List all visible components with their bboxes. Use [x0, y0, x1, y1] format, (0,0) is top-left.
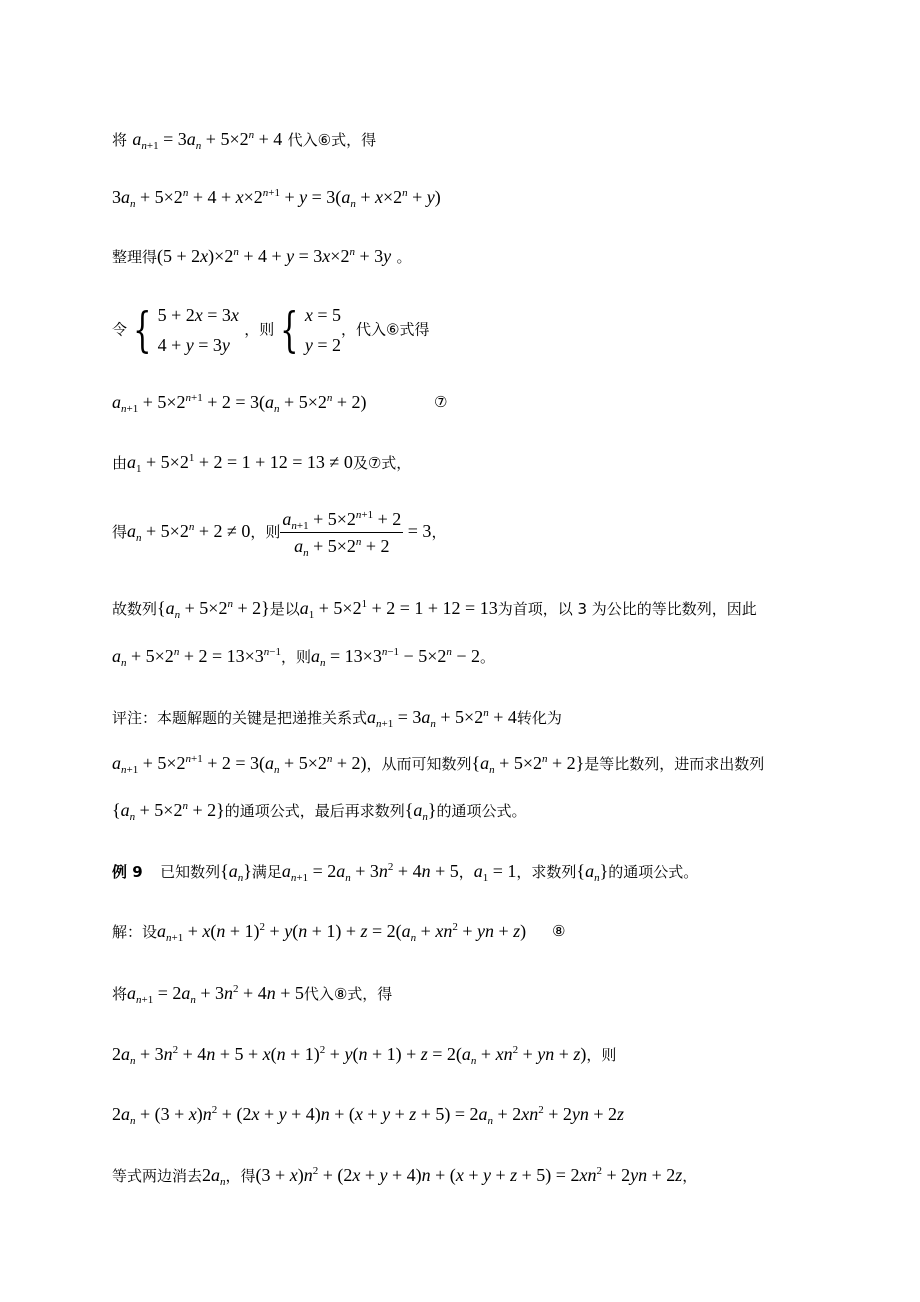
line-text: ，则 [281, 648, 312, 666]
line-text: ，得 [225, 1167, 256, 1185]
line-text: ，从而可知数列 [366, 755, 472, 773]
formula: $a_{n+1} + 5\times 2^{n+1} + 2 = 3(a_n + 5\times 2^n + 2)$ [112, 753, 367, 776]
line-text: 的通项公式。 [608, 863, 699, 881]
line-text: 将 [112, 985, 128, 1003]
line-text: 将 [112, 131, 128, 149]
line-text: ， [458, 863, 474, 881]
line-text: 是等比数列，进而求出数列 [584, 755, 765, 773]
line-text: 代入⑥式，得 [287, 131, 377, 149]
line-text: 。 [480, 648, 496, 666]
text-line-4 [112, 300, 429, 360]
formula: $\{a_n\}$ [576, 861, 609, 884]
line-text: ， [431, 523, 447, 541]
line-text: 整理得 [112, 248, 158, 266]
text-line-15 [112, 982, 392, 1005]
line-text: 解：设 [112, 923, 158, 941]
line-text: 满足 [251, 863, 282, 881]
formula: $a_{n+1} = 2a_n + 3n^2 + 4n + 5$ [281, 861, 459, 884]
formula: $2a_n$ [202, 1165, 226, 1188]
line-text: ，则 [250, 523, 281, 541]
line-text: 等式两边消去 [112, 1167, 203, 1185]
formula: $\{a_n\}$ [220, 861, 252, 884]
text-line-14 [112, 920, 526, 943]
line-text: 评注：本题解题的关键是把递推关系式 [112, 709, 368, 727]
formula: $(3 + x)n^2 + (2x + y + 4)n + (x + y + z + 5) = 2xn^2 + 2yn + 2z$ [255, 1165, 683, 1185]
formula: $\{a_n + 5\times 2^n + 2\}$ [157, 598, 270, 621]
line-text: 代入⑧式，得 [303, 985, 393, 1003]
line-text: ，则 [586, 1046, 617, 1064]
text-line-1 [112, 128, 376, 151]
line-text: 转化为 [516, 709, 562, 727]
text-line-13 [112, 860, 698, 883]
formula: $\{a_n + 5\times 2^n + 2\}$ [112, 800, 225, 823]
text-line-11 [112, 752, 764, 775]
text-line-10 [112, 706, 562, 729]
fraction: $\frac{a_{n+1} + 5\times 2^{n+1} + 2}{a_n + 5\times 2^n + 2}$ [282, 509, 402, 559]
equation-system: { 5 + 2x = 3x 4 + y = 3y [133, 302, 239, 358]
formula: $3a_n + 5\times 2^n + 4 + x\times 2^{n+1} + y = 3(a_n + x\times 2^n + y)$ [112, 187, 441, 210]
formula: $a_n + 5\times 2^n + 2 = 13\times 3^{n-1}$ [112, 646, 281, 669]
line-text: ，代入⑥式得 [341, 320, 430, 339]
equation-marker-8: ⑧ [552, 922, 566, 940]
text-line-9 [112, 645, 495, 668]
formula: $2a_n + 3n^2 + 4n + 5 + x(n + 1)^2 + y(n + 1) + z = 2(a_n + xn^2$ + yn + z) [112, 1044, 587, 1067]
text-line-12 [112, 799, 527, 822]
formula: $a_{n+1} = 3a_n + 5\times 2^n + 4$ [132, 129, 283, 152]
formula: $a_n + 5\times 2^n + 2 \ne 0$ [127, 521, 251, 544]
line-text: 已知数列 [160, 863, 221, 881]
line-text: ，则 [244, 320, 275, 339]
line-text: ， [682, 1167, 698, 1185]
formula: $a_{n+1} + x(n + 1)^2 + y(n + 1) + z = 2(a_n + xn^2$ + yn + z) [157, 921, 527, 944]
text-line-16 [112, 1043, 616, 1066]
formula: $a_1 + 5\times 2^1 + 2 = 1 + 12 = 13 \ne 0$ [127, 452, 353, 475]
line-text: ，求数列 [516, 863, 577, 881]
formula: $a_{n+1} + 5\times 2^{n+1} + 2 = 3(a_n + 5\times 2^n + 2)$ [112, 392, 367, 415]
formula: $a_1 = 1$ [473, 861, 517, 884]
text-line-17 [112, 1103, 624, 1126]
line-text: 的通项公式。 [436, 802, 527, 820]
line-text: 由 [112, 454, 128, 472]
line-text: 得 [112, 523, 128, 541]
text-line-8 [112, 597, 757, 620]
formula: $\{a_n + 5\times 2^n + 2\}$ [471, 753, 585, 776]
line-text: 令 [112, 320, 128, 339]
formula: $a_1 + 5\times 2^1 + 2 = 1 + 12 = 13$ [299, 598, 498, 621]
line-text: 是以 [269, 600, 300, 618]
text-line-7: 得$a_n + 5\times 2^n + 2 \ne 0$，则 $\frac{a_{n+1} + 5\times 2^{n+1} + 2}{a_n + 5\times 2^n + 2}$ = 3， [112, 509, 447, 559]
text-line-3 [112, 245, 412, 268]
line-text: 的通项公式，最后再求数列 [224, 802, 405, 820]
text-line-18 [112, 1164, 697, 1187]
formula: $(5 + 2x)\times 2^n + 4 + y = 3x\times 2^n + 3y$ [157, 246, 392, 266]
formula: $a_{n+1} = 3a_n + 5\times 2^n + 4$ [367, 707, 517, 730]
text-line-2 [112, 186, 441, 209]
equation-marker-7: ⑦ [434, 393, 448, 411]
text-line-5 [112, 391, 367, 414]
formula: $\{a_n\}$ [404, 800, 437, 823]
equation-system: { x = 5 y = 2 [280, 302, 341, 358]
text-line-6 [112, 451, 411, 474]
formula: $2a_n + (3 + x)n^2 + (2x + y + 4)n + (x + y + z + 5) = 2a_n + 2xn^2 + 2yn + 2z$ [112, 1104, 625, 1127]
line-text: 故数列 [112, 600, 158, 618]
formula: $a_{n+1} = 2a_n + 3n^2 + 4n + 5$ [127, 983, 304, 1006]
line-text: 为首项，以 3 为公比的等比数列，因此 [497, 600, 757, 618]
line-text: 。 [396, 248, 412, 266]
line-text: 及⑦式， [352, 454, 412, 472]
example-label: 例 9 [112, 863, 143, 881]
formula: $a_n = 13\times 3^{n-1} - 5\times 2^n - 2$ [311, 646, 481, 669]
